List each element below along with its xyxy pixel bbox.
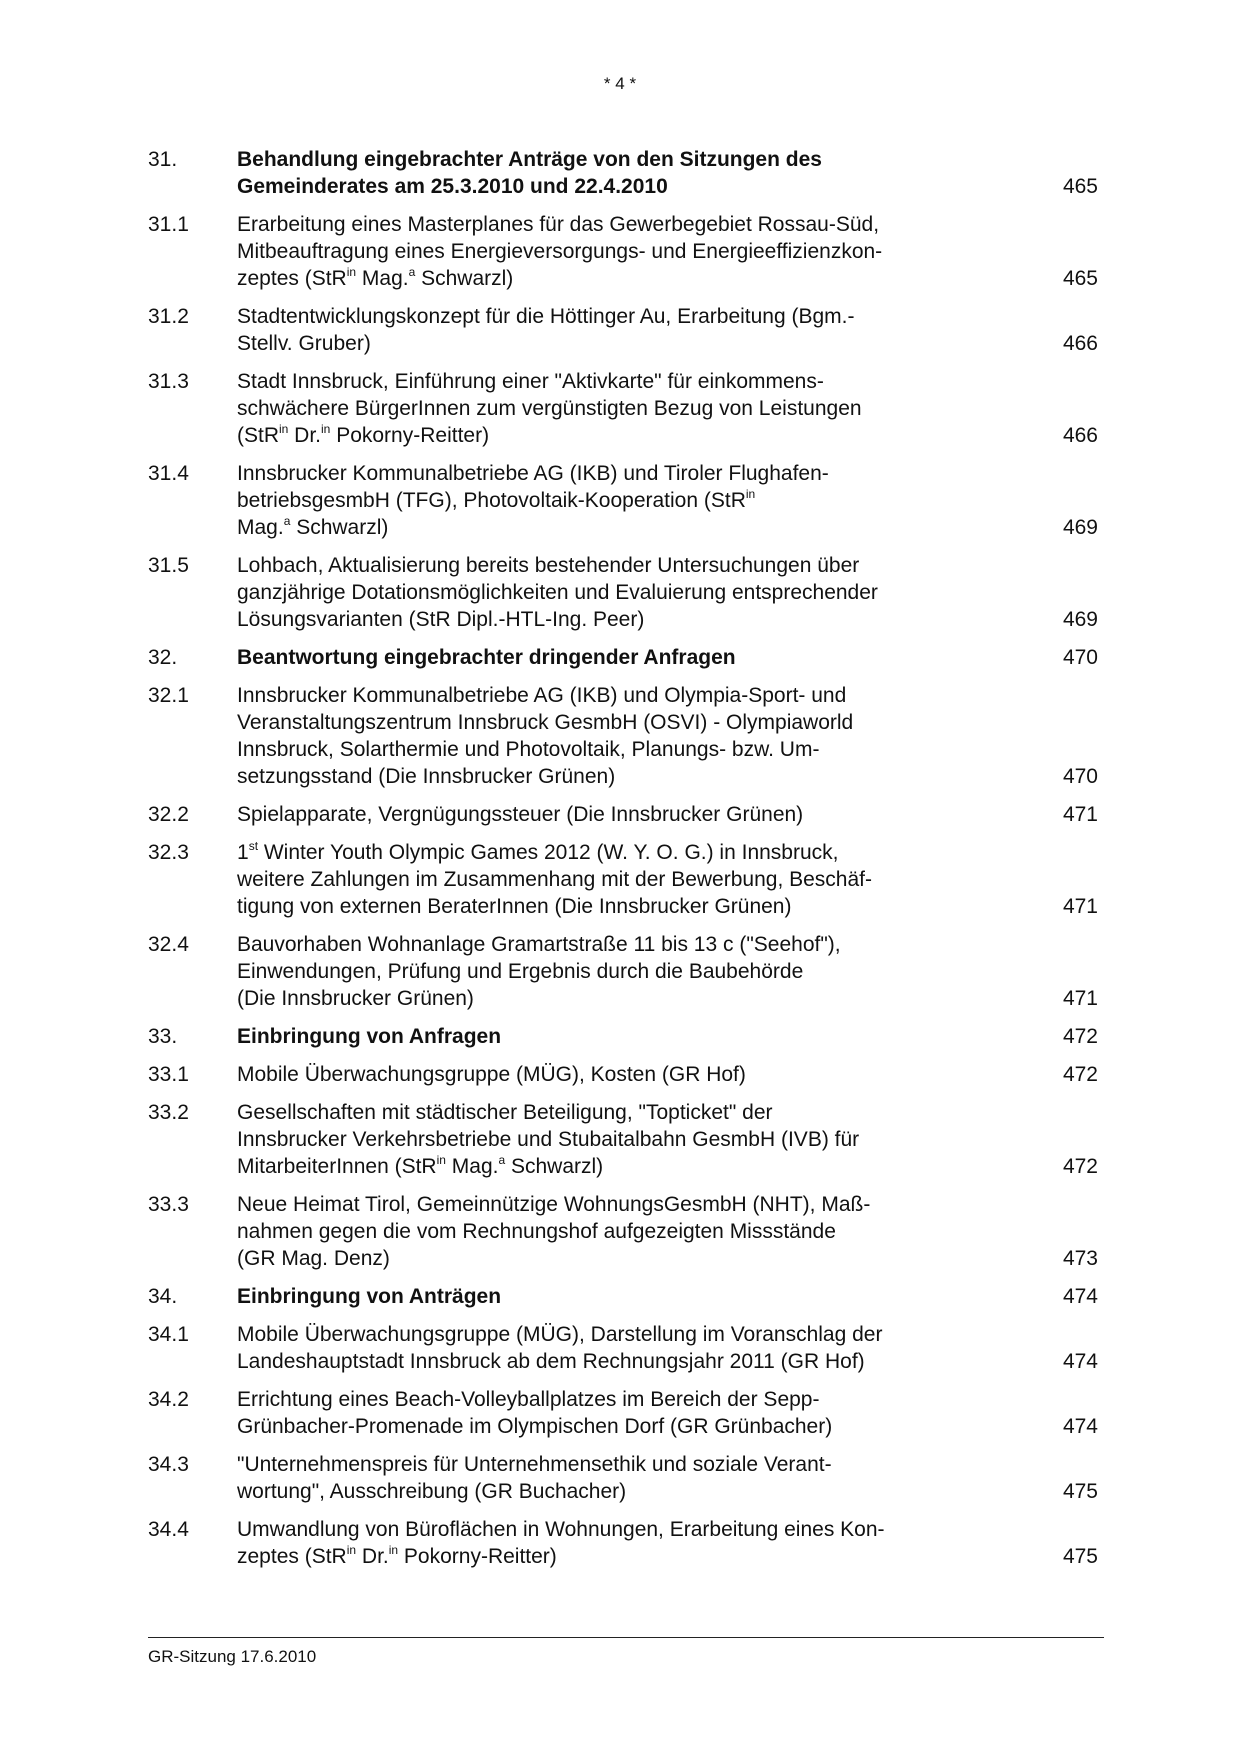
toc-title-line: Mitbeauftragung eines Energieversorgungs- und Energieeffizienzkon- bbox=[237, 240, 883, 263]
toc-page-number: 475 bbox=[1062, 1545, 1098, 1568]
toc-title bbox=[237, 1386, 947, 1440]
toc-title-line: zeptes (StR$^{in}$ Mag.$^a$ Schwarzl) bbox=[237, 265, 514, 290]
toc-title-line: Lösungsvarianten (StR Dipl.-HTL-Ing. Peer) bbox=[237, 608, 645, 631]
toc-number: 34.1 bbox=[148, 1323, 189, 1346]
toc-item bbox=[148, 1061, 1098, 1088]
toc-item bbox=[148, 1191, 1098, 1272]
toc-title bbox=[237, 1061, 947, 1088]
toc-page-number: 465 bbox=[1062, 267, 1098, 290]
toc-page-number: 473 bbox=[1062, 1247, 1098, 1270]
toc-title-line: tigung von externen BeraterInnen (Die Innsbrucker Grünen) bbox=[237, 895, 792, 918]
toc-title bbox=[237, 1321, 947, 1375]
toc-title-line: Bauvorhaben Wohnanlage Gramartstraße 11 bis 13 c ("Seehof"), bbox=[237, 933, 841, 956]
toc-page-number: 474 bbox=[1062, 1285, 1098, 1308]
toc-title-line: (StR$^{in}$ Dr.$^{in}$ Pokorny-Reitter) bbox=[237, 422, 490, 447]
toc-number: 33.3 bbox=[148, 1193, 189, 1216]
toc-item bbox=[148, 1386, 1098, 1440]
toc-page-number: 472 bbox=[1062, 1025, 1098, 1048]
toc-title bbox=[237, 839, 947, 920]
toc-page-number: 471 bbox=[1062, 803, 1098, 826]
toc-number: 32.1 bbox=[148, 684, 189, 707]
toc-title bbox=[237, 146, 947, 200]
toc-number: 34.2 bbox=[148, 1388, 189, 1411]
toc-number: 31.1 bbox=[148, 213, 189, 236]
toc-section bbox=[148, 1283, 1098, 1310]
toc-title bbox=[237, 1099, 947, 1180]
toc-page-number: 475 bbox=[1062, 1480, 1098, 1503]
toc-title-line: Grünbacher-Promenade im Olympischen Dorf (GR Grünbacher) bbox=[237, 1415, 833, 1438]
toc-item bbox=[148, 1099, 1098, 1180]
toc-title-line: Gemeinderates am 25.3.2010 und 22.4.2010 bbox=[237, 175, 668, 198]
toc-title bbox=[237, 1516, 947, 1570]
toc-item bbox=[148, 931, 1098, 1012]
toc-title-line: Innsbrucker Verkehrsbetriebe und Stubaitalbahn GesmbH (IVB) für bbox=[237, 1128, 860, 1151]
toc-title-line: Innsbruck, Solarthermie und Photovoltaik, Planungs- bzw. Um- bbox=[237, 738, 820, 761]
toc-title-line: Innsbrucker Kommunalbetriebe AG (IKB) und Tiroler Flughafen- bbox=[237, 462, 829, 485]
toc-title-line: Einbringung von Anfragen bbox=[237, 1025, 502, 1048]
toc-number: 32.2 bbox=[148, 803, 189, 826]
toc-page-number: 474 bbox=[1062, 1350, 1098, 1373]
toc-page-number: 466 bbox=[1062, 424, 1098, 447]
toc-number: 31.2 bbox=[148, 305, 189, 328]
toc-title bbox=[237, 1283, 947, 1310]
toc-item bbox=[148, 682, 1098, 790]
toc-item bbox=[148, 460, 1098, 541]
toc-title-line: Mobile Überwachungsgruppe (MÜG), Darstellung im Voranschlag der bbox=[237, 1323, 883, 1346]
toc-title-line: betriebsgesmbH (TFG), Photovoltaik-Kooperation (StR$^{in}$ bbox=[237, 487, 756, 512]
toc-item bbox=[148, 1321, 1098, 1375]
toc-item bbox=[148, 303, 1098, 357]
toc-number: 32.4 bbox=[148, 933, 189, 956]
toc-title-line: Stadt Innsbruck, Einführung einer "Aktivkarte" für einkommens- bbox=[237, 370, 824, 393]
toc-title bbox=[237, 552, 947, 633]
toc-title-line: Stellv. Gruber) bbox=[237, 332, 371, 355]
toc-title-line: Behandlung eingebrachter Anträge von den Sitzungen des bbox=[237, 148, 822, 171]
toc-title-line: Gesellschaften mit städtischer Beteiligung, "Topticket" der bbox=[237, 1101, 773, 1124]
toc-title-line: Spielapparate, Vergnügungssteuer (Die Innsbrucker Grünen) bbox=[237, 803, 804, 826]
toc-title bbox=[237, 368, 947, 449]
toc-page-number: 472 bbox=[1062, 1063, 1098, 1086]
toc-title-line: Stadtentwicklungskonzept für die Höttinger Au, Erarbeitung (Bgm.- bbox=[237, 305, 855, 328]
toc-title-line: (Die Innsbrucker Grünen) bbox=[237, 987, 474, 1010]
toc-page-number: 469 bbox=[1062, 608, 1098, 631]
toc-title bbox=[237, 303, 947, 357]
toc-item bbox=[148, 211, 1098, 292]
toc-title bbox=[237, 460, 947, 541]
toc-number: 31.3 bbox=[148, 370, 189, 393]
toc-number: 34. bbox=[148, 1285, 178, 1308]
toc-title-line: "Unternehmenspreis für Unternehmensethik und soziale Verant- bbox=[237, 1453, 832, 1476]
toc-page-number: 471 bbox=[1062, 987, 1098, 1010]
toc-title-line: weitere Zahlungen im Zusammenhang mit der Bewerbung, Beschäf- bbox=[237, 868, 872, 891]
toc-number: 34.3 bbox=[148, 1453, 189, 1476]
toc-title bbox=[237, 801, 947, 828]
toc-page-number: 470 bbox=[1062, 765, 1098, 788]
toc-title bbox=[237, 211, 947, 292]
toc-item bbox=[148, 839, 1098, 920]
toc-title-line: Einbringung von Anträgen bbox=[237, 1285, 502, 1308]
toc-page-number: 474 bbox=[1062, 1415, 1098, 1438]
toc-title bbox=[237, 931, 947, 1012]
toc-title-line: (GR Mag. Denz) bbox=[237, 1247, 390, 1270]
toc-item bbox=[148, 368, 1098, 449]
toc-page-number: 471 bbox=[1062, 895, 1098, 918]
toc-title bbox=[237, 644, 947, 671]
toc-number: 33.1 bbox=[148, 1063, 189, 1086]
toc-title-line: wortung", Ausschreibung (GR Buchacher) bbox=[237, 1480, 627, 1503]
toc-page-number: 465 bbox=[1062, 175, 1098, 198]
toc-title-line: ganzjährige Dotationsmöglichkeiten und Evaluierung entsprechender bbox=[237, 581, 878, 604]
footer-text: GR-Sitzung 17.6.2010 bbox=[148, 1647, 317, 1666]
toc-item bbox=[148, 801, 1098, 828]
page-marker: * 4 * bbox=[603, 74, 637, 93]
toc-title-line: Landeshauptstadt Innsbruck ab dem Rechnungsjahr 2011 (GR Hof) bbox=[237, 1350, 865, 1373]
toc-section bbox=[148, 146, 1098, 200]
toc-number: 33. bbox=[148, 1025, 178, 1048]
toc-title bbox=[237, 682, 947, 790]
toc-page-number: 472 bbox=[1062, 1155, 1098, 1178]
toc-title-line: zeptes (StR$^{in}$ Dr.$^{in}$ Pokorny-Reitter) bbox=[237, 1543, 557, 1568]
toc-title-line: Veranstaltungszentrum Innsbruck GesmbH (OSVI) - Olympiaworld bbox=[237, 711, 854, 734]
footer-divider bbox=[148, 1637, 1104, 1638]
toc-title-line: Neue Heimat Tirol, Gemeinnützige WohnungsGesmbH (NHT), Maß- bbox=[237, 1193, 871, 1216]
toc-title bbox=[237, 1023, 947, 1050]
toc-title-line: Erarbeitung eines Masterplanes für das Gewerbegebiet Rossau-Süd, bbox=[237, 213, 880, 236]
toc-section bbox=[148, 1023, 1098, 1050]
toc-item bbox=[148, 1516, 1098, 1570]
toc-title-line: Mobile Überwachungsgruppe (MÜG), Kosten (GR Hof) bbox=[237, 1063, 746, 1086]
toc-title-line: setzungsstand (Die Innsbrucker Grünen) bbox=[237, 765, 616, 788]
toc-number: 31.5 bbox=[148, 554, 189, 577]
toc-title-line: Mag.$^a$ Schwarzl) bbox=[237, 514, 389, 539]
toc-title-line: Beantwortung eingebrachter dringender Anfragen bbox=[237, 646, 736, 669]
toc-title-line: Lohbach, Aktualisierung bereits bestehender Untersuchungen über bbox=[237, 554, 860, 577]
toc-number: 31. bbox=[148, 148, 178, 171]
toc-title-line: Umwandlung von Büroflächen in Wohnungen, Erarbeitung eines Kon- bbox=[237, 1518, 885, 1541]
toc-number: 34.4 bbox=[148, 1518, 189, 1541]
toc-item bbox=[148, 552, 1098, 633]
toc-page-number: 470 bbox=[1062, 646, 1098, 669]
toc-page-number: 469 bbox=[1062, 516, 1098, 539]
toc-title-line: schwächere BürgerInnen zum vergünstigten Bezug von Leistungen bbox=[237, 397, 862, 420]
toc-number: 32.3 bbox=[148, 841, 189, 864]
toc-title-line: Einwendungen, Prüfung und Ergebnis durch die Baubehörde bbox=[237, 960, 804, 983]
toc-page-number: 466 bbox=[1062, 332, 1098, 355]
toc-title-line: MitarbeiterInnen (StR$^{in}$ Mag.$^a$ Schwarzl) bbox=[237, 1153, 604, 1178]
toc-number: 32. bbox=[148, 646, 178, 669]
toc-title bbox=[237, 1191, 947, 1272]
toc-title bbox=[237, 1451, 947, 1505]
toc-number: 33.2 bbox=[148, 1101, 189, 1124]
toc-title-line: Errichtung eines Beach-Volleyballplatzes im Bereich der Sepp- bbox=[237, 1388, 820, 1411]
table-of-contents bbox=[148, 146, 1098, 1581]
toc-number: 31.4 bbox=[148, 462, 189, 485]
toc-item bbox=[148, 1451, 1098, 1505]
toc-title-line: Innsbrucker Kommunalbetriebe AG (IKB) und Olympia-Sport- und bbox=[237, 684, 847, 707]
toc-title-line: 1st Winter Youth Olympic Games 2012 (W. Y. O. G.) in Innsbruck, bbox=[237, 839, 839, 864]
toc-section bbox=[148, 644, 1098, 671]
toc-title-line: nahmen gegen die vom Rechnungshof aufgezeigten Missstände bbox=[237, 1220, 836, 1243]
